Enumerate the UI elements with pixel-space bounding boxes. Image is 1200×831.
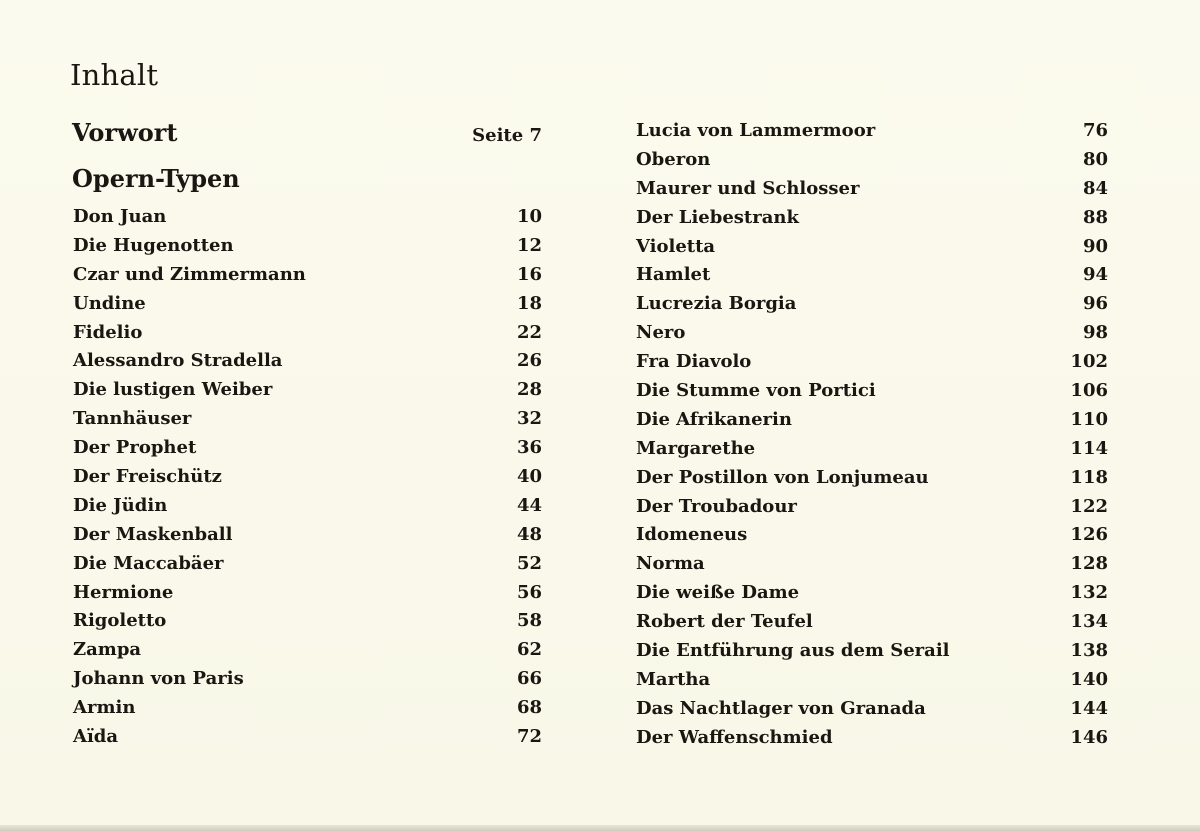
toc-entry	[73, 350, 542, 379]
toc-entry-title: Rigoletto	[73, 610, 167, 632]
toc-entry-page: 26	[516, 350, 542, 372]
toc-entry-title: Die Jüdin	[73, 494, 168, 516]
toc-entry-page: 22	[516, 321, 542, 343]
toc-entry-page: 72	[516, 726, 542, 748]
toc-list-left	[72, 206, 542, 755]
toc-entry	[636, 438, 1108, 467]
toc-entry-page: 62	[516, 639, 542, 661]
toc-entry	[636, 264, 1108, 293]
toc-entry-title: Die Hugenotten	[73, 234, 234, 256]
toc-entry	[73, 495, 542, 524]
toc-entry-page: 90	[1082, 235, 1108, 257]
toc-entry-page: 134	[1070, 611, 1108, 633]
toc-entry	[636, 322, 1108, 351]
toc-entry-title: Aïda	[73, 726, 119, 748]
toc-entry	[73, 264, 542, 293]
toc-entry-title: Norma	[636, 553, 705, 575]
toc-entry-page: 12	[516, 234, 542, 256]
toc-entry-page: 126	[1070, 524, 1108, 546]
toc-entry-page: 52	[516, 552, 542, 574]
toc-entry-title: Tannhäuser	[73, 408, 192, 430]
toc-entry-title: Die Entführung aus dem Serail	[636, 640, 950, 662]
toc-column-right	[636, 120, 1108, 756]
toc-entry-page: 68	[516, 697, 542, 719]
toc-entry	[73, 293, 542, 322]
toc-entry-title: Fidelio	[73, 321, 143, 343]
toc-entry	[636, 640, 1108, 669]
toc-entry-title: Violetta	[636, 235, 716, 257]
toc-entry	[73, 466, 542, 495]
toc-entry-title: Hermione	[73, 581, 174, 603]
toc-entry-page: 128	[1070, 553, 1108, 575]
toc-entry-page: 28	[516, 379, 542, 401]
toc-entry-page: 36	[516, 437, 542, 459]
toc-entry	[73, 524, 542, 553]
toc-entry-page: 102	[1070, 351, 1108, 373]
toc-entry-title: Die lustigen Weiber	[73, 379, 273, 401]
preface-page: Seite 7	[472, 125, 542, 146]
toc-entry-title: Die Afrikanerin	[636, 408, 792, 430]
toc-column-left	[72, 118, 542, 755]
toc-entry-title: Alessandro Stradella	[73, 350, 283, 372]
toc-entry	[73, 697, 542, 726]
toc-entry-title: Der Liebestrank	[636, 206, 799, 228]
toc-entry	[636, 178, 1108, 207]
toc-entry-page: 122	[1070, 495, 1108, 517]
toc-entry-title: Martha	[636, 668, 711, 690]
toc-entry-title: Der Postillon von Lonjumeau	[636, 466, 929, 488]
toc-entry-page: 32	[516, 408, 542, 430]
toc-entry-title: Der Troubadour	[636, 495, 797, 517]
toc-entry-title: Der Waffenschmied	[636, 726, 833, 748]
toc-entry-title: Maurer und Schlosser	[636, 177, 860, 199]
toc-entry-page: 118	[1070, 466, 1108, 488]
section-heading-label: Opern-Typen	[72, 164, 240, 193]
toc-entry-page: 56	[516, 581, 542, 603]
toc-entry	[73, 668, 542, 697]
toc-entry-page: 106	[1070, 380, 1108, 402]
toc-entry	[73, 582, 542, 611]
page-bottom-edge	[0, 825, 1200, 831]
preface-label: Vorwort	[72, 118, 178, 147]
toc-entry-title: Der Prophet	[73, 437, 197, 459]
toc-entry	[636, 149, 1108, 178]
toc-entry	[73, 437, 542, 466]
toc-entry	[636, 727, 1108, 756]
toc-entry	[636, 582, 1108, 611]
toc-entry	[636, 611, 1108, 640]
toc-entry-title: Hamlet	[636, 264, 711, 286]
toc-entry	[636, 351, 1108, 380]
preface-row	[72, 118, 542, 158]
toc-entry	[73, 610, 542, 639]
toc-entry-title: Czar und Zimmermann	[73, 263, 306, 285]
toc-entry-page: 44	[516, 494, 542, 516]
toc-entry	[636, 236, 1108, 265]
toc-entry-page: 58	[516, 610, 542, 632]
toc-entry-page: 96	[1082, 293, 1108, 315]
toc-entry-title: Undine	[73, 292, 146, 314]
toc-entry-title: Lucrezia Borgia	[636, 293, 797, 315]
toc-entry-title: Lucia von Lammermoor	[636, 120, 876, 141]
toc-entry	[73, 726, 542, 755]
toc-entry	[636, 467, 1108, 496]
toc-entry	[636, 553, 1108, 582]
toc-entry	[73, 408, 542, 437]
toc-entry	[73, 322, 542, 351]
toc-entry	[636, 496, 1108, 525]
toc-entry-page: 94	[1082, 264, 1108, 286]
toc-entry	[73, 235, 542, 264]
toc-entry-title: Robert der Teufel	[636, 611, 813, 633]
toc-entry-page: 144	[1070, 697, 1108, 719]
toc-entry	[73, 206, 542, 235]
toc-entry	[73, 639, 542, 668]
toc-entry-page: 40	[516, 466, 542, 488]
toc-entry-page: 146	[1070, 726, 1108, 748]
toc-entry-title: Johann von Paris	[73, 668, 244, 690]
toc-entry-title: Nero	[636, 322, 686, 344]
toc-entry	[73, 553, 542, 582]
toc-entry-page: 80	[1082, 148, 1108, 170]
toc-entry	[636, 207, 1108, 236]
toc-entry-page: 110	[1070, 408, 1108, 430]
toc-entry-page: 98	[1082, 322, 1108, 344]
page-title: Inhalt	[70, 58, 159, 92]
toc-entry-page: 114	[1070, 437, 1108, 459]
toc-entry-title: Die weiße Dame	[636, 582, 800, 604]
toc-entry-title: Die Stumme von Portici	[636, 380, 876, 402]
toc-entry	[636, 524, 1108, 553]
toc-entry-page: 10	[516, 206, 542, 227]
toc-entry-page: 138	[1070, 640, 1108, 662]
toc-entry-page: 18	[516, 292, 542, 314]
toc-entry-page: 132	[1070, 582, 1108, 604]
toc-entry-page: 88	[1082, 206, 1108, 228]
toc-entry	[636, 380, 1108, 409]
toc-entry	[636, 293, 1108, 322]
toc-entry-page: 76	[1082, 120, 1108, 141]
toc-entry-title: Armin	[73, 697, 136, 719]
toc-entry-title: Oberon	[636, 148, 711, 170]
toc-entry	[636, 409, 1108, 438]
toc-entry-title: Zampa	[73, 639, 142, 661]
toc-entry-page: 84	[1082, 177, 1108, 199]
toc-entry-page: 16	[516, 263, 542, 285]
toc-entry	[636, 120, 1108, 149]
toc-entry-page: 140	[1070, 668, 1108, 690]
toc-entry-title: Die Maccabäer	[73, 552, 224, 574]
toc-entry-title: Fra Diavolo	[636, 351, 752, 373]
toc-entry	[636, 698, 1108, 727]
toc-list-right	[636, 120, 1108, 756]
toc-entry-title: Margarethe	[636, 437, 756, 459]
section-heading	[72, 164, 542, 206]
toc-entry-title: Das Nachtlager von Granada	[636, 697, 926, 719]
toc-entry-page: 48	[516, 523, 542, 545]
toc-entry	[73, 379, 542, 408]
toc-entry-page: 66	[516, 668, 542, 690]
toc-entry-title: Don Juan	[73, 206, 167, 227]
toc-entry-title: Der Freischütz	[73, 466, 222, 488]
toc-entry-title: Der Maskenball	[73, 523, 233, 545]
toc-entry-title: Idomeneus	[636, 524, 748, 546]
toc-entry	[636, 669, 1108, 698]
